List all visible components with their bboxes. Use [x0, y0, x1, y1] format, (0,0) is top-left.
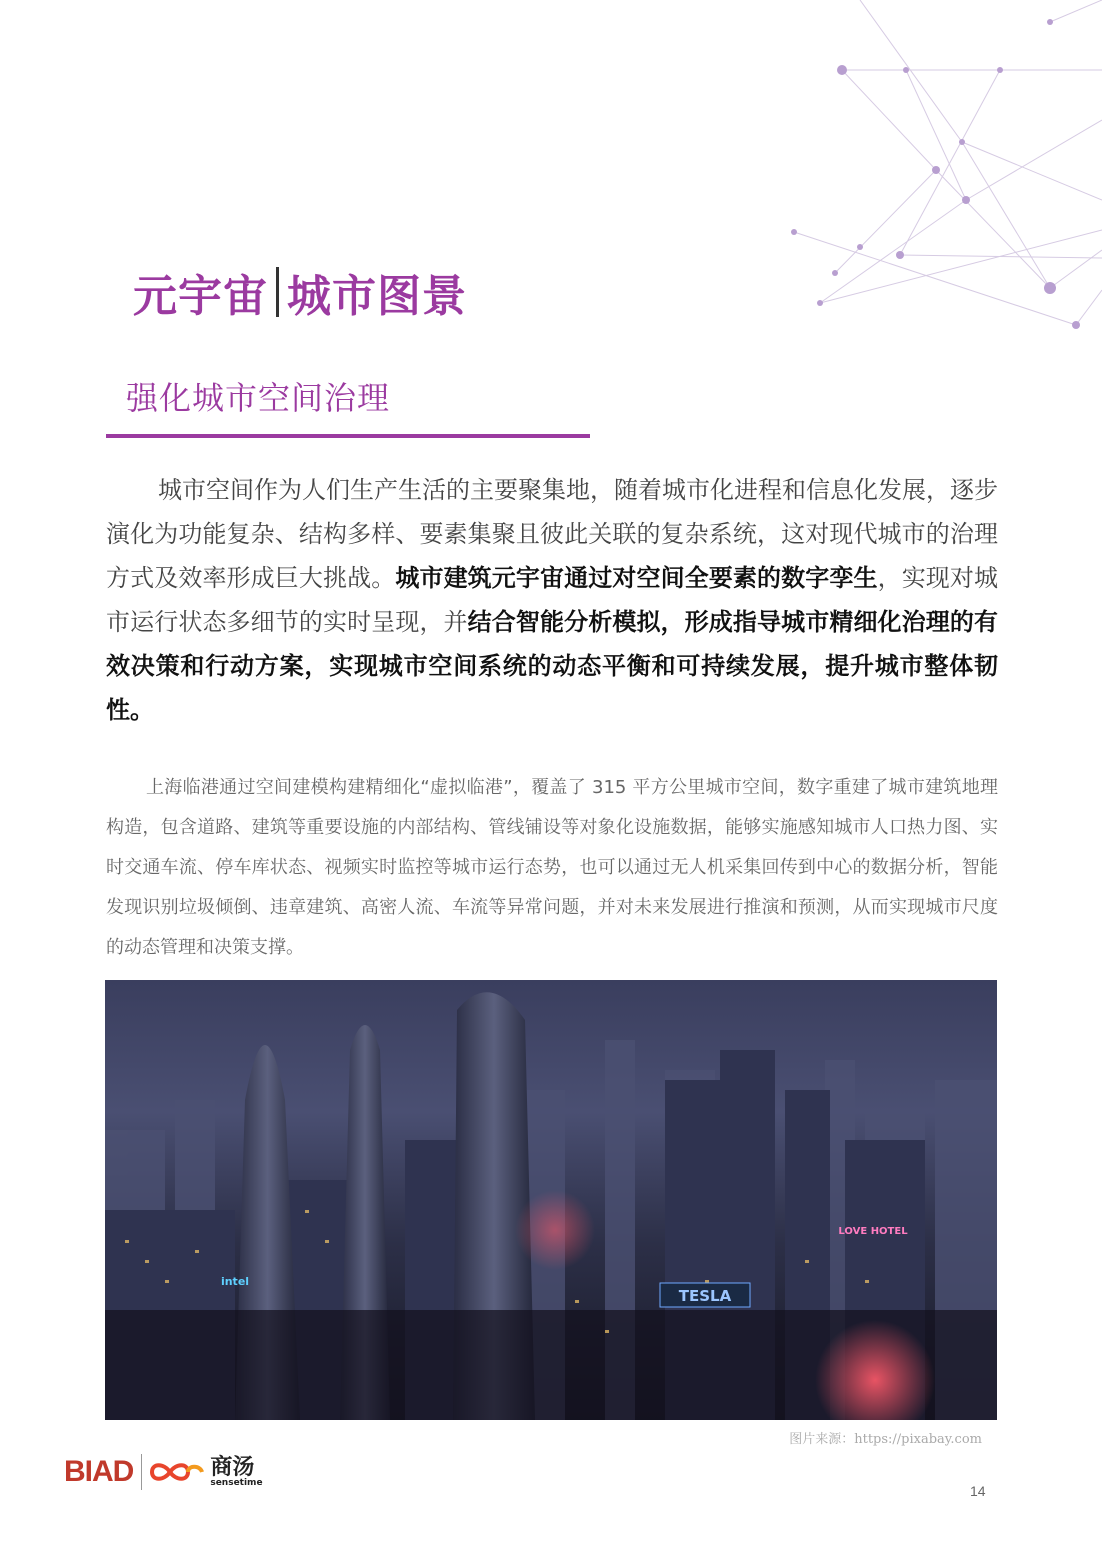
biad-logo: BIAD — [64, 1455, 134, 1488]
city-night-image — [105, 980, 997, 1420]
sensetime-name — [210, 1454, 263, 1488]
main-paragraph-bold-2: 结合智能分析模拟，形成指导城市精细化治理的有效决策和行动方案，实现城市空间系统的动态平衡和可持续发展，提升城市整体韧性。 — [106, 608, 999, 724]
logo-divider — [141, 1454, 142, 1490]
main-paragraph-text-1: 城市空间作为人们生产生活的主要聚集地，随着城市化进程和信息化发展，逐步演化为功能复杂、结构多样、要素集聚且彼此关联的复杂系统，这对现代城市的治理方式及效率形成巨大挑战。 — [106, 476, 998, 592]
section-underline — [106, 434, 590, 438]
decorative-network-graphic — [780, 0, 1102, 340]
image-credit: 图片来源：https://pixabay.com — [789, 1432, 982, 1447]
sensetime-infinity-icon — [148, 1459, 206, 1485]
footer-logos — [64, 1452, 263, 1492]
main-paragraph-bold-1: 城市建筑元宇宙通过对空间全要素的数字孪生 — [395, 564, 878, 592]
section-heading: 强化城市空间治理 — [126, 379, 391, 417]
case-paragraph: 上海临港通过空间建模构建精细化“虚拟临港”，覆盖了 315 平方公里城市空间，数字重建了城市建筑地理构造，包含道路、建筑等重要设施的内部结构、管线铺设等对象化设施数据，能够实施感知城市人口热力图、实时交通车流、停车库状态、视频实时监控等城市运行态势，也可以通过无人机采集回传到中心的数据分析，智能发现识别垃圾倾倒、违章建筑、高密人流、车流等异常问题，并对未来发展进行推演和预测，从而实现城市尺度的动态管理和决策支撑。 — [106, 777, 998, 958]
sensetime-english-name: sensetime — [210, 1477, 263, 1488]
page-title-right: 城市图景 — [287, 271, 467, 322]
main-paragraph-text-2: ，实现对城市运行状态多细节的实时呈现，并 — [106, 564, 999, 636]
page-number: 14 — [970, 1483, 986, 1499]
sensetime-logo — [148, 1454, 263, 1488]
city-skyline-illustration — [105, 980, 997, 1420]
sign-love-hotel: LOVE HOTEL — [838, 1226, 908, 1237]
page-title — [133, 262, 467, 322]
title-divider — [276, 267, 279, 317]
page-title-left: 元宇宙 — [133, 271, 268, 322]
main-paragraph — [106, 468, 998, 732]
sign-tesla: TESLA — [678, 1287, 732, 1305]
sign-intel: intel — [220, 1275, 250, 1288]
sensetime-chinese-name: 商汤 — [210, 1454, 255, 1480]
